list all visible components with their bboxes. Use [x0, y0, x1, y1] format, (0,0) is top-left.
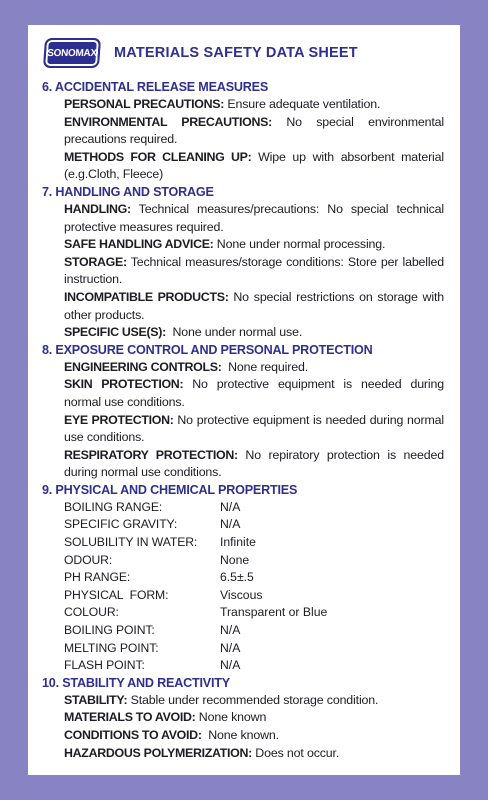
- entry-text: Ensure adequate ventilation.: [224, 97, 381, 111]
- entry-label: SAFE HANDLING ADVICE:: [64, 237, 214, 252]
- entry: [64, 96, 444, 114]
- property-name: BOILING RANGE:: [64, 499, 163, 514]
- entry-label: MATERIALS TO AVOID:: [64, 710, 196, 725]
- property-name: FLASH POINT:: [64, 658, 145, 673]
- property-name: SPECIFIC GRAVITY:: [64, 517, 178, 532]
- entry-text: None known: [195, 710, 267, 725]
- property-name: COLOUR:: [64, 605, 119, 620]
- section-heading: 10. STABILITY AND REACTIVITY: [42, 675, 230, 690]
- property-value: N/A: [220, 640, 241, 655]
- entry: [64, 709, 444, 727]
- entry: [64, 359, 444, 377]
- entry-label: ENVIRONMENTAL PRECAUTIONS:: [64, 114, 272, 129]
- entry: [64, 254, 448, 289]
- property-value: N/A: [220, 658, 241, 673]
- entry-label: PERSONAL PRECAUTIONS:: [64, 97, 225, 111]
- safety-data-sheet-card: [28, 25, 460, 775]
- section-heading: 9. PHYSICAL AND CHEMICAL PROPERTIES: [42, 482, 298, 497]
- property-row: [64, 499, 444, 517]
- property-row: [64, 657, 444, 675]
- section: [44, 482, 444, 675]
- entry: [64, 692, 444, 710]
- entry-text: Does not occur.: [252, 745, 340, 760]
- entry-label: HANDLING:: [64, 201, 131, 216]
- property-row: [64, 569, 444, 587]
- entry-label: SPECIFIC USE(S):: [64, 325, 166, 340]
- property-value: N/A: [220, 499, 241, 514]
- entry-text: No special environmental precautions required.: [64, 114, 448, 147]
- entry: [64, 114, 448, 149]
- property-value: Transparent or Blue: [220, 605, 328, 620]
- entry-label: STABILITY:: [64, 692, 128, 707]
- entry-text: None required.: [221, 359, 308, 374]
- section: [42, 79, 448, 184]
- entry: [64, 376, 448, 411]
- property-name: ODOUR:: [64, 552, 113, 567]
- entry-label: RESPIRATORY PROTECTION:: [64, 447, 238, 462]
- section-heading: 8. EXPOSURE CONTROL AND PERSONAL PROTECTION: [42, 342, 373, 357]
- property-name: BOILING POINT:: [64, 623, 155, 638]
- property-row: [64, 604, 444, 622]
- entry: [64, 412, 448, 447]
- entry: [64, 745, 444, 763]
- entry: [64, 289, 448, 324]
- property-value: None: [220, 552, 250, 567]
- entry: [64, 149, 448, 184]
- property-row: [64, 534, 444, 552]
- property-row: [64, 587, 444, 605]
- sonomax-logo: SONOMAX: [43, 38, 101, 68]
- properties-list: [64, 499, 444, 675]
- entry: [64, 447, 448, 482]
- entry-text: Wipe up with absorbent material (e.g.Cloth, Fleece): [64, 149, 448, 182]
- entry-text: Stable under recommended storage condition.: [127, 692, 379, 707]
- property-value: Infinite: [220, 535, 256, 550]
- property-name: PH RANGE:: [64, 570, 131, 585]
- entry-label: METHODS FOR CLEANING UP:: [64, 149, 252, 164]
- section-heading: 6. ACCIDENTAL RELEASE MEASURES: [42, 80, 269, 94]
- entry: [64, 324, 444, 342]
- entry-text: No protective equipment is needed during normal use conditions.: [64, 377, 448, 409]
- section: [42, 184, 448, 342]
- property-name: SOLUBILITY IN WATER:: [64, 535, 198, 550]
- section: [42, 342, 448, 482]
- property-value: N/A: [220, 517, 241, 532]
- property-name: MELTING POINT:: [64, 640, 159, 655]
- property-value: 6.5±.5: [220, 570, 254, 585]
- entry-label: HAZARDOUS POLYMERIZATION:: [64, 745, 252, 760]
- entry: [64, 236, 444, 254]
- entry: [64, 201, 448, 236]
- section: [44, 675, 444, 762]
- entry-label: SKIN PROTECTION:: [64, 377, 184, 392]
- page-title: MATERIALS SAFETY DATA SHEET: [114, 45, 358, 61]
- entry-text: No special restrictions on storage with other products.: [64, 289, 448, 322]
- entry-label: ENGINEERING CONTROLS:: [64, 359, 222, 374]
- entry-text: None under normal processing.: [213, 237, 386, 252]
- entry-text: No protective equipment is needed during normal use conditions.: [64, 412, 448, 445]
- entry-label: CONDITIONS TO AVOID:: [64, 728, 202, 742]
- entry-text: Technical measures/precautions: No special technical protective measures required.: [64, 201, 448, 234]
- entry-label: EYE PROTECTION:: [64, 412, 174, 427]
- entry-label: INCOMPATIBLE PRODUCTS:: [64, 289, 229, 304]
- property-row: [64, 622, 444, 640]
- property-value: N/A: [220, 623, 241, 638]
- sheet-body: [42, 79, 448, 762]
- entry-text: None known.: [201, 728, 279, 742]
- property-row: [64, 552, 444, 570]
- property-row: [64, 640, 444, 658]
- property-name: PHYSICAL FORM:: [64, 587, 169, 602]
- sheet-header: [44, 39, 444, 67]
- property-row: [64, 516, 444, 534]
- entry-text: No repiratory protection is needed during normal use conditions.: [64, 447, 448, 480]
- entry-text: None under normal use.: [165, 325, 303, 340]
- property-value: Viscous: [220, 587, 263, 602]
- section-heading: 7. HANDLING AND STORAGE: [42, 184, 214, 199]
- entry: [64, 727, 444, 745]
- entry-text: Technical measures/storage conditions: Store per labelled instruction.: [64, 254, 448, 287]
- entry-label: STORAGE:: [64, 254, 127, 269]
